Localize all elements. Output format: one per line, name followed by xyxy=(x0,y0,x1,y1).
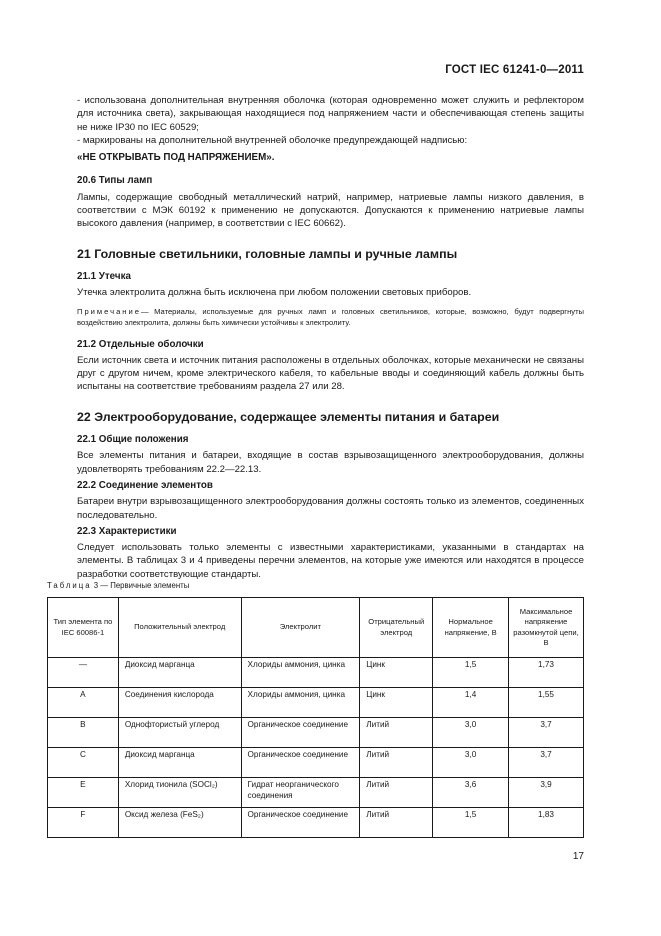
section-22-heading: 22 Электрооборудование, содержащее элементы питания и батареи xyxy=(77,409,500,424)
primary-cells-table xyxy=(47,597,584,838)
cell-electrolyte: Хлориды аммония, цинка xyxy=(241,688,360,718)
intro-paragraph-1: - использована дополнительная внутренняя оболочка (которая одновременно может служить и рефлектором для источника света), закрывающая находящиеся под напряжением части и обеспечивающая степень защиты не ниже IP30 по IEC 60529; xyxy=(77,95,584,133)
table-row xyxy=(48,688,584,718)
col-header-negative-electrode: Отрицательный электрод xyxy=(360,598,433,658)
cell-max-voltage: 1,55 xyxy=(509,688,584,718)
cell-max-voltage: 3,9 xyxy=(509,778,584,808)
standard-code: ГОСТ IEC 61241-0—2011 xyxy=(445,64,584,76)
page-content xyxy=(77,94,584,581)
cell-nominal-voltage: 3,0 xyxy=(433,748,509,778)
cell-nominal-voltage: 1,5 xyxy=(433,808,509,838)
table-row xyxy=(48,808,584,838)
cell-positive-electrode: Диоксид марганца xyxy=(118,748,241,778)
cell-type: Е xyxy=(48,778,119,808)
cell-electrolyte: Хлориды аммония, цинка xyxy=(241,658,360,688)
table-row xyxy=(48,748,584,778)
section-21-1-text: Утечка электролита должна быть исключена при любом положении световых приборов. xyxy=(77,287,472,299)
col-header-electrolyte: Электролит xyxy=(241,598,360,658)
cell-max-voltage: 1,83 xyxy=(509,808,584,838)
section-21-1-heading: 21.1 Утечка xyxy=(77,270,131,282)
cell-electrolyte: Органическое соединение xyxy=(241,808,360,838)
section-21-2-text: Если источник света и источник питания расположены в отдельных оболочках, которые механически не связаны друг с другом ничем, кроме электрического кабеля, то кабельные вводы и соединяющий кабель должны быть испытаны на соответствие требованиям раздела 27 или 28. xyxy=(77,354,584,393)
section-21-heading: 21 Головные светильники, головные лампы и ручные лампы xyxy=(77,246,458,261)
cell-type: — xyxy=(48,658,119,688)
table-caption-label: Таблица xyxy=(47,581,92,590)
section-22-2-heading: 22.2 Соединение элементов xyxy=(77,479,213,491)
section-20-6-text: Лампы, содержащие свободный металлический натрий, например, натриевые лампы низкого давления, в соответствии с МЭК 60192 к применению не допускаются. Допускаются к применению натриевые лампы высокого давления (например, в соответствии с IEC 60662). xyxy=(77,191,584,230)
cell-negative-electrode: Цинк xyxy=(360,688,433,718)
cell-max-voltage: 1,73 xyxy=(509,658,584,688)
table-row xyxy=(48,658,584,688)
cell-max-voltage: 3,7 xyxy=(509,748,584,778)
cell-nominal-voltage: 3,0 xyxy=(433,718,509,748)
section-22-1-text: Все элементы питания и батареи, входящие в состав взрывозащищенного электрооборудования, должны удовлетворять требованиям 22.2—22.13. xyxy=(77,450,584,475)
col-header-max-open-circuit-voltage: Максимальное напряжение разомкнутой цепи, В xyxy=(509,598,584,658)
cell-positive-electrode: Соединения кислорода xyxy=(118,688,241,718)
section-20-6-heading: 20.6 Типы ламп xyxy=(77,175,153,187)
cell-positive-electrode: Однофтористый углерод xyxy=(118,718,241,748)
cell-nominal-voltage: 1,4 xyxy=(433,688,509,718)
cell-nominal-voltage: 3,6 xyxy=(433,778,509,808)
section-22-1-heading: 22.1 Общие положения xyxy=(77,434,189,446)
cell-negative-electrode: Литий xyxy=(360,718,433,748)
table-row xyxy=(48,718,584,748)
cell-negative-electrode: Литий xyxy=(360,778,433,808)
cell-electrolyte: Гидрат неорганического соединения xyxy=(241,778,360,808)
col-header-nominal-voltage: Нормальное напряжение, В xyxy=(433,598,509,658)
cell-max-voltage: 3,7 xyxy=(509,718,584,748)
table-header-row xyxy=(48,598,584,658)
table-row xyxy=(48,778,584,808)
col-header-positive-electrode: Положительный электрод xyxy=(118,598,241,658)
cell-type: F xyxy=(48,808,119,838)
cell-positive-electrode: Диоксид марганца xyxy=(118,658,241,688)
cell-nominal-voltage: 1,5 xyxy=(433,658,509,688)
cell-electrolyte: Органическое соединение xyxy=(241,718,360,748)
note-label: Примечание xyxy=(77,306,141,316)
page-number: 17 xyxy=(572,851,584,862)
cell-positive-electrode: Хлорид тионила (SOCl₂) xyxy=(118,778,241,808)
table-caption-title: 3 — Первичные элементы xyxy=(93,581,190,590)
cell-electrolyte: Органическое соединение xyxy=(241,748,360,778)
note-21-1 xyxy=(77,306,584,328)
cell-negative-electrode: Литий xyxy=(360,748,433,778)
intro-paragraph-2: - маркированы на дополнительной внутренней оболочке предупреждающей надписью: xyxy=(77,134,468,146)
section-22-3-heading: 22.3 Характеристики xyxy=(77,525,177,537)
cell-negative-electrode: Цинк xyxy=(360,658,433,688)
cell-type: С xyxy=(48,748,119,778)
section-21-2-heading: 21.2 Отдельные оболочки xyxy=(77,338,204,350)
section-22-2-text: Батареи внутри взрывозащищенного электрооборудования должны состоять только из элементов, соединенных последовательно. xyxy=(77,496,584,521)
table-3-caption xyxy=(47,581,189,590)
warning-inscription: «НЕ ОТКРЫВАТЬ ПОД НАПРЯЖЕНИЕМ». xyxy=(77,152,275,164)
cell-negative-electrode: Литий xyxy=(360,808,433,838)
col-header-cell-type: Тип элемента по IEC 60086-1 xyxy=(48,598,119,658)
section-22-3-text: Следует использовать только элементы с известными характеристиками, указанными в стандартах на элементы. В таблицах 3 и 4 приведены перечни элементов, на которые уже имеются или находятся в процессе разработки соответствующие стандарты. xyxy=(77,542,584,580)
note-text: — Материалы, используемые для ручных ламп и головных светильников, которые, возможно, будут подвергнуты воздействию электролита, должны быть химически устойчивы к электролиту. xyxy=(77,306,584,327)
cell-type: А xyxy=(48,688,119,718)
cell-positive-electrode: Оксид железа (FeS₂) xyxy=(118,808,241,838)
cell-type: В xyxy=(48,718,119,748)
